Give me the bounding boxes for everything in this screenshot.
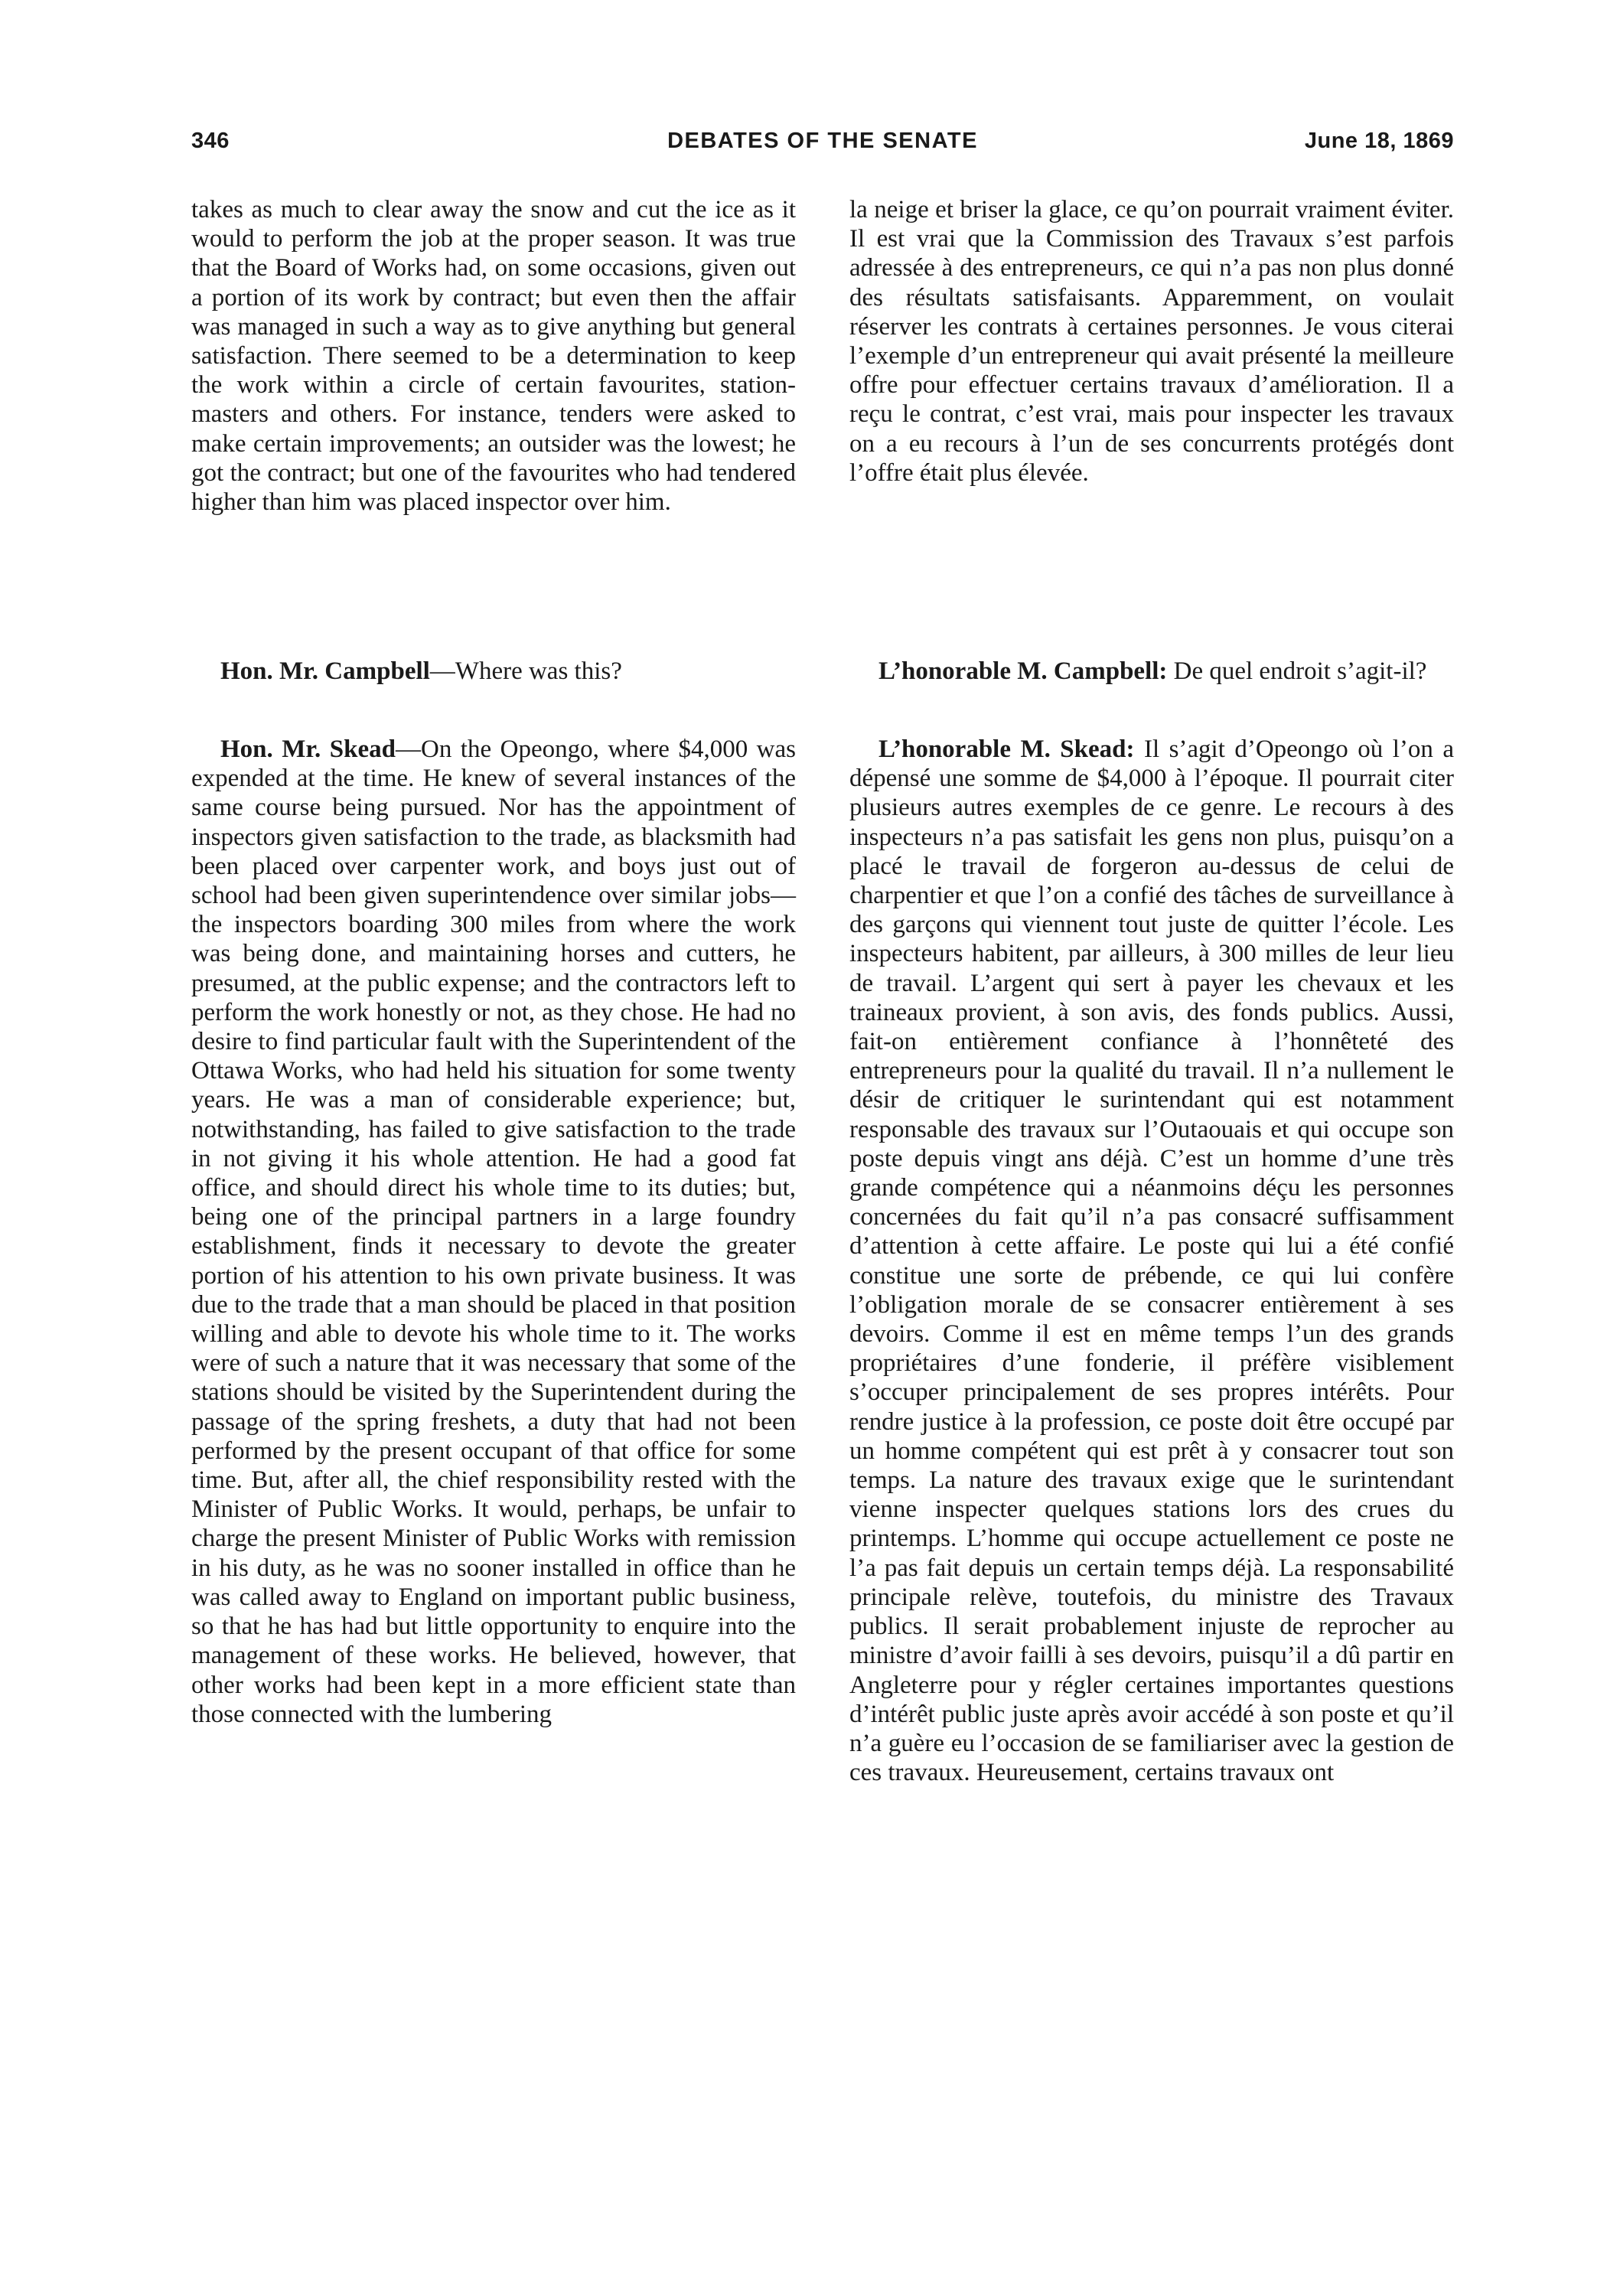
english-continuation-block	[191, 195, 796, 517]
journal-title: DEBATES OF THE SENATE	[667, 129, 978, 153]
running-header	[191, 129, 1454, 159]
speaker-name: L’honorable M. Campbell:	[878, 657, 1168, 685]
page-number: 346	[191, 129, 230, 153]
speaker-name: Hon. Mr. Skead	[220, 735, 396, 763]
speaker-name: Hon. Mr. Campbell	[220, 657, 430, 685]
english-continuation-paragraph: takes as much to clear away the snow and cut the ice as it would to perform the job at the proper season. It was true that the Board of Works had, on some occasions, given out a portion of its work by contract; but even then the affair was managed in such a way as to give anything but general satisfaction. There seemed to be a determination to keep the work within a circle of certain favourites, station-masters and others. For instance, tenders were asked to make certain improvements; an outsider was the lowest; he got the contract; but one of the favourites who had tendered higher than him was placed inspector over him.	[191, 196, 796, 517]
english-skead-block	[191, 735, 796, 1729]
english-skead-paragraph	[191, 735, 796, 1729]
french-continuation-block	[849, 195, 1454, 488]
speech-text: —On the Opeongo, where $4,000 was expended at the time. He knew of several instances of the same course being pursued. Nor has the appointment of inspectors given satisfaction to the trade, as blacksmith had been placed over carpenter work, and boys just out of school had been given superintendence over similar jobs—the inspectors boarding 300 miles from where the work was being done, and maintaining horses and cutters, he presumed, at the public expense; and the contractors left to perform the work honestly or not, as they chose. He had no desire to find particular fault with the Superintendent of the Ottawa Works, who had held his situation for some twenty years. He was a man of considerable experience; but, notwithstanding, has failed to give satisfaction to the trade in not giving it his whole attention. He had a good fat office, and should direct his whole time to its duties; but, being one of the principal partners in a large foundry establishment, finds it necessary to devote the greater portion of his attention to his own private business. It was due to the trade that a man should be placed in that position willing and able to devote his whole time to it. The works were of such a nature that it was necessary that some of the stations should be visited by the Superintendent during the passage of the spring freshets, a duty that had not been performed by the present occupant of that office for some time. But, after all, the chief responsibility rested with the Minister of Public Works. It would, perhaps, be unfair to charge the present Minister of Public Works with remission in his duty, as he was no sooner installed in office than he was called away to England on important public business, so that he has had but little opportunity to enquire into the management of these works. He believed, however, that other works had been kept in a more efficient state than those connected with the lumbering	[191, 735, 797, 1728]
speech-text: —Where was this?	[429, 657, 622, 685]
speech-text: De quel endroit s’agit-il?	[1167, 657, 1427, 685]
french-skead-block	[849, 735, 1454, 1787]
speech-text: Il s’agit d’Opeongo où l’on a dépensé une somme de $4,000 à l’époque. Il pourrait citer plusieurs autres exemples de ce genre. Le recours à des inspecteurs n’a pas satisfait les gens non plus, puisqu’on a placé le travail de forgeron au-dessus de celui de charpentier et que l’on a confié des tâches de surveillance à des garçons qui viennent tout juste de quitter l’école. Les inspecteurs habitent, par ailleurs, à 300 milles de leur lieu de travail. L’argent qui sert à payer les chevaux et les traineaux provient, à son avis, des fonds publics. Aussi, fait-on entièrement confiance à l’honnêteté des entrepreneurs pour la qualité du travail. Il n’a nullement le désir de critiquer le surintendant qui est notamment responsable des travaux sur l’Outaouais et qui occupe son poste depuis vingt ans déjà. C’est un homme d’une très grande compétence qui a néanmoins déçu les personnes concernées du fait qu’il n’a pas consacré suffisamment d’attention à cette affaire. Le poste qui lui a été confié constitue une sorte de prébende, ce qui lui confère l’obligation morale de se consacrer entièrement à ses devoirs. Comme il est en même temps l’un des grands propriétaires d’une fonderie, il préfère visiblement s’occuper principalement de ses propres intérêts. Pour rendre justice à la profession, ce poste doit être occupé par un homme compétent qui est prêt à y consacrer tout son temps. La nature des travaux exige que le surintendant vienne inspecter quelques stations lors des crues du printemps. L’homme qui occupe actuellement ce poste ne l’a pas fait depuis un certain temps déjà. La responsabilité principale relève, toutefois, du ministre des Travaux publics. Il serait probablement injuste de reprocher au ministre d’avoir failli à ses devoirs, puisqu’il a dû partir en Angleterre pour y régler certaines importantes questions d’intérêt public juste après avoir accédé à son poste et qu’il n’a guère eu l’occasion de se familiariser avec la gestion de ces travaux. Heureusement, certains travaux ont	[849, 735, 1454, 1787]
issue-date: June 18, 1869	[1304, 129, 1454, 153]
french-campbell-paragraph	[849, 657, 1454, 686]
english-campbell-block	[191, 657, 796, 686]
french-campbell-block	[849, 657, 1454, 686]
french-continuation-paragraph: la neige et briser la glace, ce qu’on pourrait vraiment éviter. Il est vrai que la Commission des Travaux s’est parfois adressée à des entrepreneurs, ce qui n’a pas non plus donné des résultats satisfaisants. Apparemment, on voulait réserver les contrats à certaines personnes. Je vous citerai l’exemple d’un entrepreneur qui avait présenté la meilleure offre pour effectuer certains travaux d’amélioration. Il a reçu le contrat, c’est vrai, mais pour inspecter les travaux on a eu recours à l’un de ses concurrents protégés dont l’offre était plus élevée.	[849, 196, 1454, 487]
french-skead-paragraph	[849, 735, 1454, 1787]
english-campbell-paragraph	[191, 657, 796, 686]
speaker-name: L’honorable M. Skead:	[878, 735, 1135, 763]
